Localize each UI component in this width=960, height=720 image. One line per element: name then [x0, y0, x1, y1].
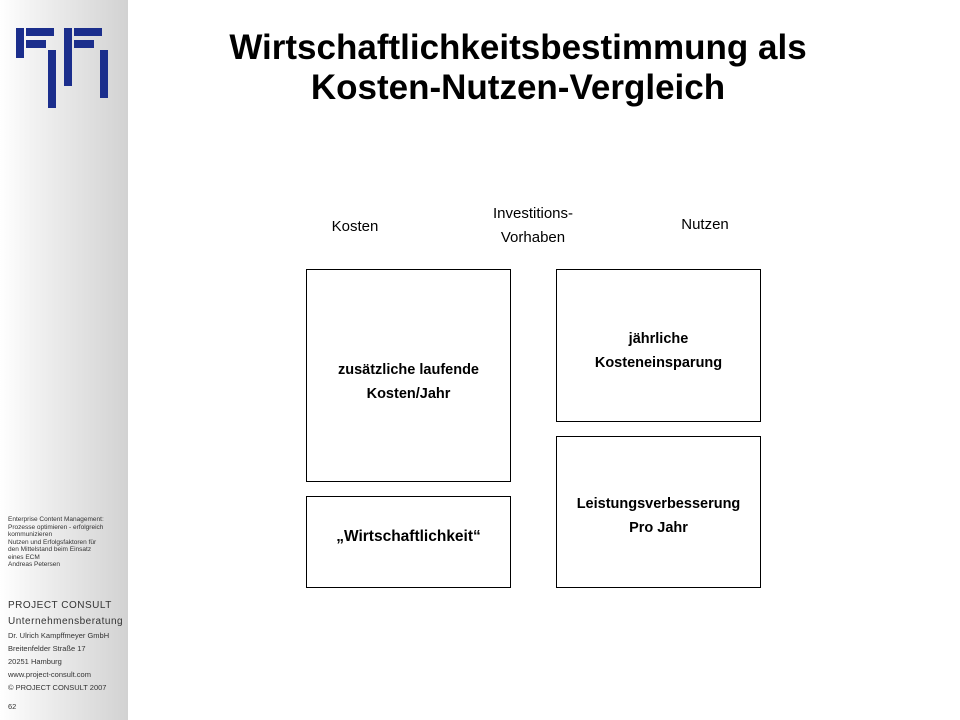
box-leistungsverbesserung — [556, 436, 761, 588]
box-laufende-kosten — [306, 269, 511, 482]
box-laufende-kosten-text — [307, 358, 510, 406]
sidebar-topic — [8, 516, 126, 569]
address-line: © PROJECT CONSULT 2007 — [8, 683, 107, 692]
company-address — [8, 631, 109, 696]
label-nutzen: Nutzen — [681, 216, 729, 233]
topic-line: Andreas Petersen — [8, 561, 61, 568]
investition-line-2: Vorhaben — [500, 229, 566, 246]
title-line-2: Kosten-Nutzen-Vergleich — [310, 68, 726, 107]
address-line: www.project-consult.com — [8, 670, 91, 679]
investition-line-1: Investitions- — [492, 205, 574, 222]
address-line: 20251 Hamburg — [8, 657, 62, 666]
box-line: jährliche — [628, 331, 689, 347]
topic-line: eines ECM — [8, 553, 40, 561]
topic-line: den Mittelstand beim Einsatz — [8, 546, 92, 553]
slide-title — [168, 28, 868, 108]
box-line: Kosten/Jahr — [366, 386, 451, 402]
topic-line: kommunizieren — [8, 531, 53, 538]
address-line: Dr. Ulrich Kampffmeyer GmbH — [8, 631, 110, 640]
company-name: PROJECT CONSULT — [8, 600, 112, 611]
page-number: 62 — [8, 702, 17, 711]
box-line: Leistungsverbesserung — [576, 496, 741, 512]
box-line: zusätzliche laufende — [337, 362, 479, 378]
topic-line: Enterprise Content Management: — [8, 516, 104, 523]
label-investitionsvorhaben — [468, 202, 598, 250]
sidebar — [0, 0, 128, 720]
box-wirtschaftlichkeit-text: „Wirtschaftlichkeit“ — [336, 528, 481, 545]
topic-line: Nutzen und Erfolgsfaktoren für — [8, 538, 97, 546]
box-line: Kosteneinsparung — [594, 355, 723, 371]
label-kosten: Kosten — [331, 218, 379, 235]
box-wirtschaftlichkeit — [306, 496, 511, 588]
company-subtitle: Unternehmensberatung — [8, 616, 124, 627]
box-kosteneinsparung — [556, 269, 761, 422]
box-kosteneinsparung-text — [557, 327, 760, 375]
box-line: Pro Jahr — [629, 520, 688, 536]
title-line-1: Wirtschaftlichkeitsbestimmung als — [229, 28, 807, 67]
address-line: Breitenfelder Straße 17 — [8, 644, 86, 653]
topic-line: Prozesse optimieren - erfolgreich — [8, 523, 104, 531]
box-leistungsverbesserung-text — [557, 492, 760, 540]
project-consult-logo — [16, 28, 108, 108]
